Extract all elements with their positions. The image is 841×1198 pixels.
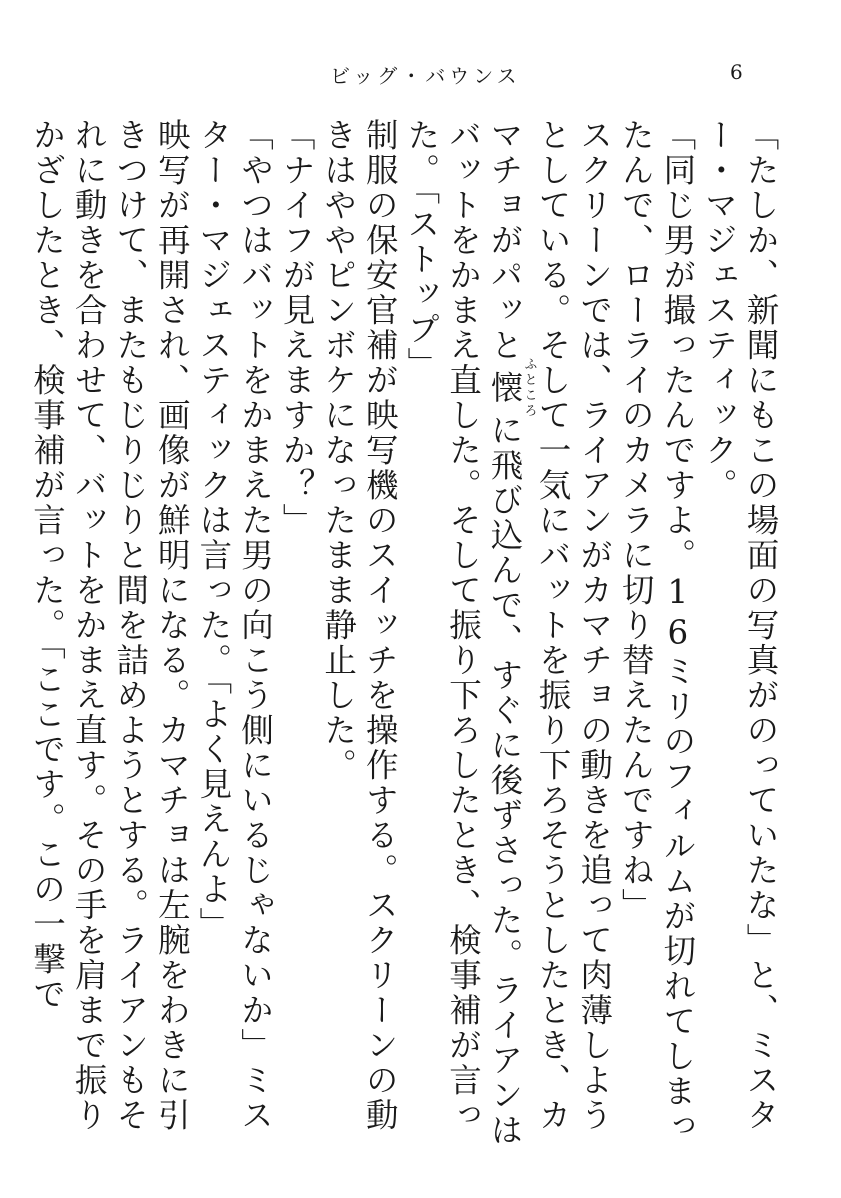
paragraph-5: 「ナイフが見えますか？」 bbox=[278, 118, 317, 538]
paragraph-6: 「やつはバットをかまえた男の向こう側にいるじゃないか」ミスター・マジェスティックは言った。「よく見えんよ」 bbox=[194, 118, 275, 1133]
ruby-reading: ふところ bbox=[521, 357, 537, 419]
paragraph-4: 制服の保安官補が映写機のスイッチを操作する。スクリーンの動きはややピンボケになったまま静止した。 bbox=[319, 118, 400, 1133]
running-title: ビッグ・バウンス bbox=[330, 64, 521, 88]
body-text bbox=[28, 118, 781, 1158]
paragraph-7: 映写が再開され、画像が鮮明になる。カマチョは左腕をわきに引きつけて、またもじりじりと間を詰めようとする。ライアンもそれに動きを合わせて、バットをかまえ直す。その手を肩まで振りかざしたとき、検事補が言った。「ここです。この一撃で bbox=[28, 118, 192, 1133]
paragraph-1: 「たしか、新聞にもこの場面の写真がのっていたな」と、ミスター・マジェスティック。 bbox=[700, 118, 780, 1133]
paragraph-3: スクリーンでは、ライアンがカマチョの動きを追って肉薄しようとしている。そして一気にバットを振り下ろそうとしたとき、カマチョがパッと懐ふところに飛び込んで、すぐに後ずさった。ライアンはバットをかまえ直した。そして振り下ろしたとき、検事補が言った。「ストップ」 bbox=[402, 118, 614, 1148]
page-number: 6 bbox=[730, 60, 743, 84]
ruby-annotation: 懐ふところ bbox=[486, 357, 537, 419]
paragraph-2: 「同じ男が撮ったんですよ。16ミリのフィルムが切れてしまったんで、ローライのカメラに切り替えたんですね」 bbox=[617, 118, 697, 1144]
